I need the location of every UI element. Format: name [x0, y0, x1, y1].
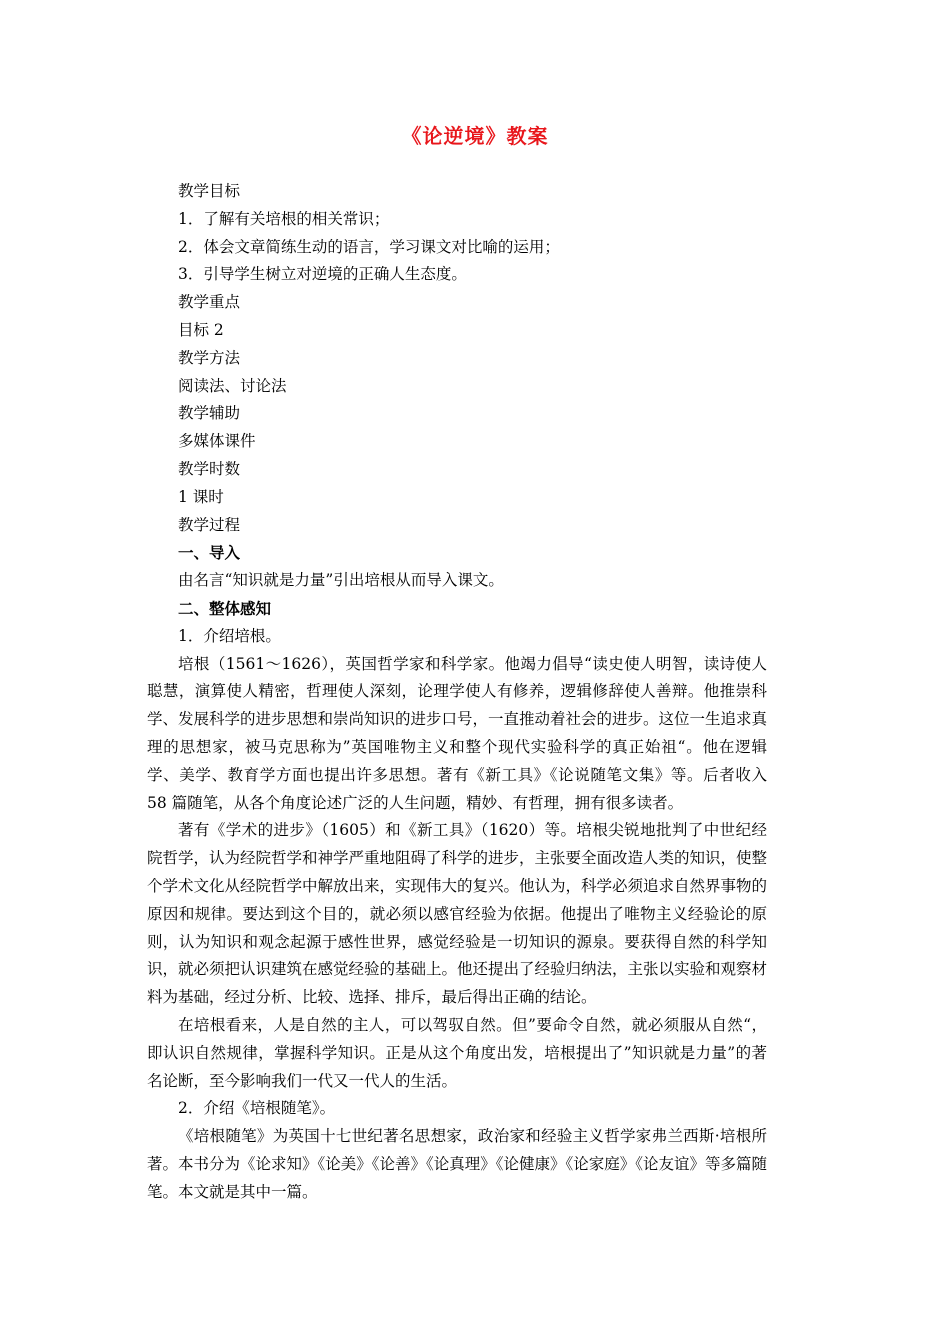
section-heading: 二、整体感知: [178, 598, 272, 618]
text-line: 1．了解有关培根的相关常识；: [178, 209, 390, 228]
paragraph: 著有《学术的进步》（1605）和《新工具》（1620）等。培根尖锐地批判了中世纪经院哲学，认为经院哲学和神学严重地阻碍了科学的进步，主张要全面改造人类的知识，使整个学术文化从经院哲学中解放出来，实现伟大的复兴。他认为，科学必须追求自然界事物的原因和规律。要达到这个目的，就必须以感官经验为依据。他提出了唯物主义经验论的原则，认为知识和观念起源于感性世界，感觉经验是一切知识的源泉。要获得自然的科学知识，就必须把认识建筑在感觉经验的基础上。他还提出了经验归纳法，主张以实验和观察材料为基础，经过分析、比较、选择、排斥，最后得出正确的结论。: [147, 821, 768, 1007]
document-body: [147, 178, 798, 1206]
text-line: 目标 2: [178, 320, 224, 339]
text-line: 多媒体课件: [178, 432, 256, 451]
text-line: 教学目标: [178, 182, 241, 200]
text-line: 教学辅助: [178, 404, 241, 423]
text-line: 教学方法: [178, 348, 241, 367]
text-line: 教学时数: [178, 459, 241, 478]
text-line: 3．引导学生树立对逆境的正确人生态度。: [178, 265, 467, 284]
list-item: 1．介绍培根。: [178, 626, 281, 645]
text-line: 2．体会文章简练生动的语言，学习课文对比喻的运用；: [178, 237, 560, 256]
text-line: 阅读法、讨论法: [178, 376, 287, 395]
paragraph: 培根（1561～1626），英国哲学家和科学家。他竭力倡导“读史使人明智，读诗使人聪慧，演算使人精密，哲理使人深刻，论理学使人有修养，逻辑修辞使人善辩。他推崇科学、发展科学的进步思想和崇尚知识的进步口号，一直推动着社会的进步。这位一生追求真理的思想家，被马克思称为”英国唯物主义和整个现代实验科学的真正始祖“。他在逻辑学、美学、教育学方面也提出许多思想。著有《新工具》《论说随笔文集》等。后者收入 58 篇随笔，从各个角度论述广泛的人生问题，精妙、有哲理，拥有很多读者。: [147, 654, 768, 812]
paragraph: 《培根随笔》为英国十七世纪著名思想家，政治家和经验主义哲学家弗兰西斯·培根所著。本书分为《论求知》《论美》《论善》《论真理》《论健康》《论家庭》《论友谊》等多篇随笔。本文就是其中一篇。: [147, 1127, 768, 1201]
text-line: 教学过程: [178, 515, 241, 534]
list-item: 2．介绍《培根随笔》。: [178, 1099, 336, 1118]
text-line: 教学重点: [178, 293, 241, 312]
text-line: 1 课时: [178, 487, 224, 506]
paragraph: 在培根看来，人是自然的主人，可以驾驭自然。但”要命令自然，就必须服从自然“，即认识自然规律，掌握科学知识。正是从这个角度出发，培根提出了”知识就是力量”的著名论断，至今影响我们一代又一代人的生活。: [147, 1015, 767, 1090]
section-heading: 一、导入: [178, 543, 241, 563]
document-title: 《论逆境》教案: [401, 124, 549, 148]
text-line: 由名言“知识就是力量”引出培根从而导入课文。: [178, 571, 504, 590]
